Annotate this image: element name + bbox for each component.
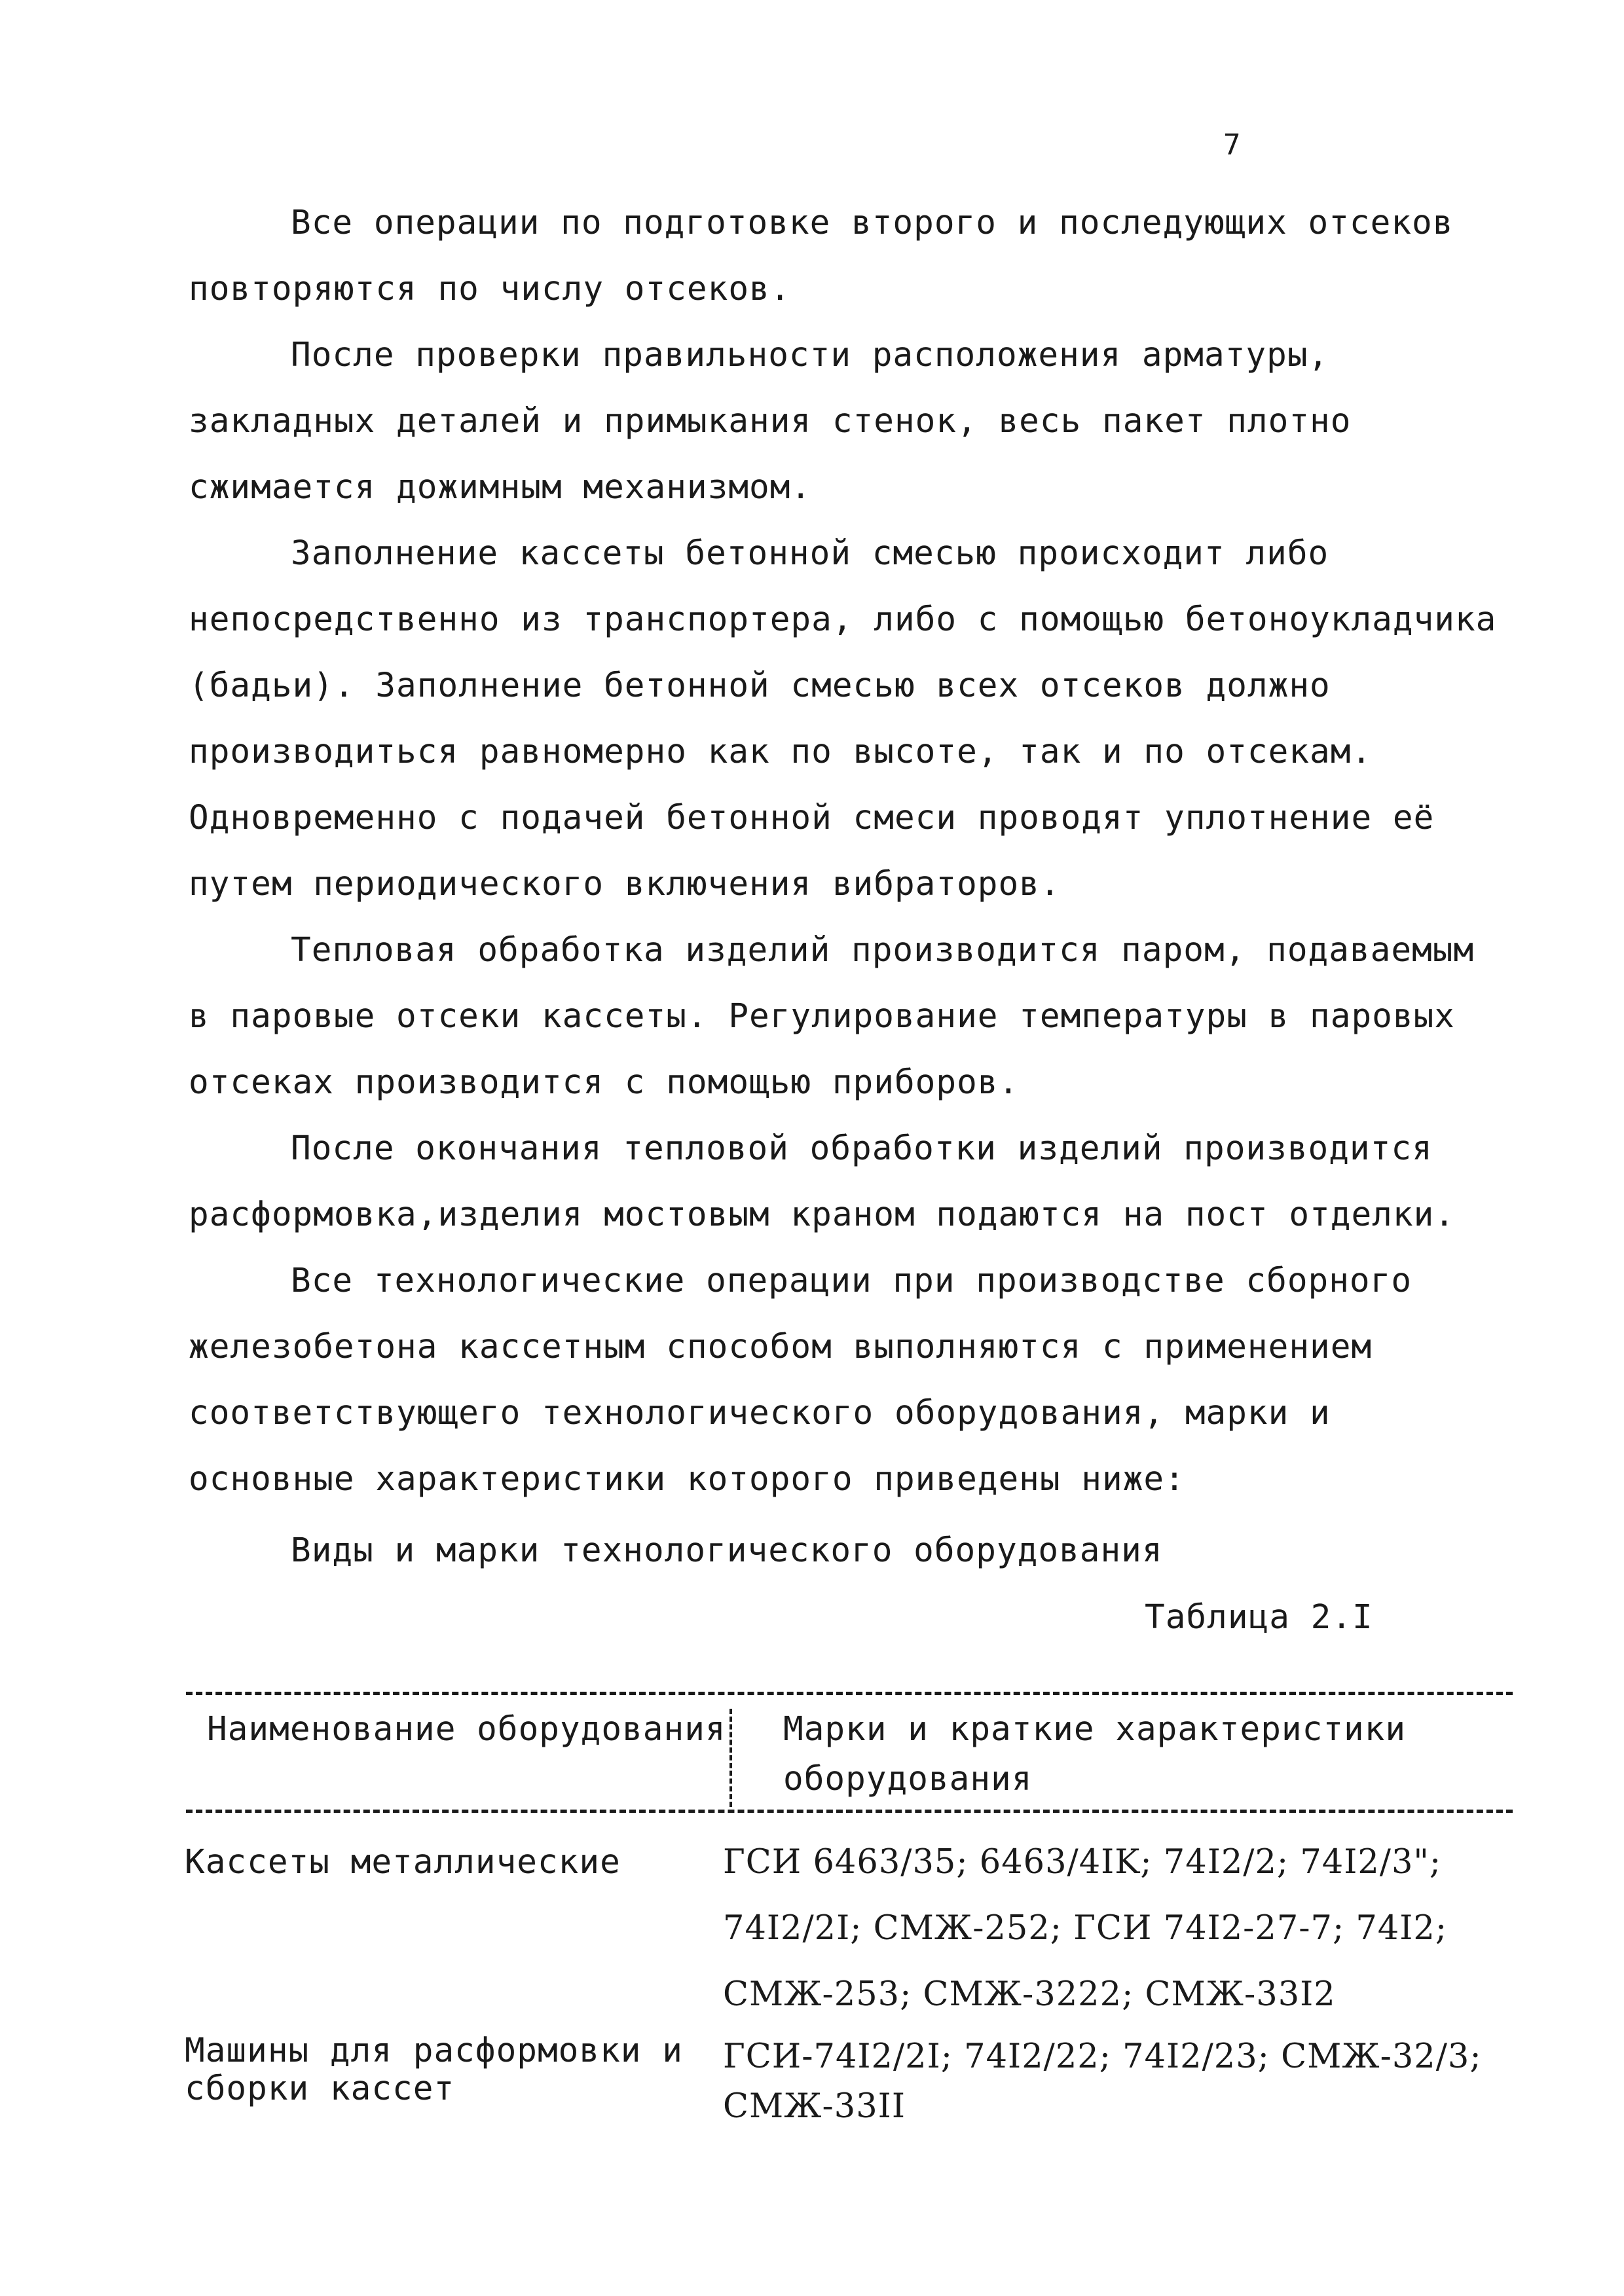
paragraph: После окончания тепловой обработки изделий производится расформовка,изделия мостовым краном подаются на пост отделки. bbox=[189, 1129, 1455, 1234]
table-cell-name: Машины для расформовки и сборки кассет bbox=[185, 2032, 683, 2108]
table-cell-characteristics: ГСИ-74I2/2I; 74I2/22; 74I2/23; СМЖ-32/3; СМЖ-33II bbox=[723, 2037, 1482, 2126]
paragraph: Тепловая обработка изделий производится паром, подаваемым в паровые отсеки кассеты. Регулирование температуры в паровых отсеках производится с помощью приборов. bbox=[189, 931, 1475, 1102]
paragraph: После проверки правильности расположения арматуры, закладных деталей и примыкания стенок, весь пакет плотно сжимается дожимным механизмом. bbox=[189, 336, 1352, 507]
table-column-separator bbox=[729, 1709, 732, 1807]
table-header-characteristics: Марки и краткие характеристики оборудования bbox=[783, 1710, 1407, 1798]
body-text bbox=[189, 190, 1505, 1512]
table-cell-characteristics: ГСИ 6463/35; 6463/4IK; 74I2/2; 74I2/3"; 74I2/2I; СМЖ-252; ГСИ 74I2-27-7; 74I2; СМЖ-253; СМЖ-3222; СМЖ-33I2 bbox=[723, 1843, 1448, 2014]
table-cell-name: Кассеты металлические bbox=[185, 1843, 621, 1882]
table-heading: Виды и марки технологического оборудования bbox=[291, 1531, 1163, 1570]
table-header-name: Наименование оборудования bbox=[207, 1710, 726, 1749]
paragraph: Заполнение кассеты бетонной смесью происходит либо непосредственно из транспортера, либо с помощью бетоноукладчика (бадьи). Заполнение бетонной смесью всех отсеков должно производиться равномерно как по высоте, так и по отсекам. Одновременно с подачей бетонной смеси проводят уплотнение её путем периодического включения вибраторов. bbox=[189, 534, 1497, 903]
table-header-rule bbox=[186, 1810, 1513, 1813]
table-number: Таблица 2.I bbox=[1145, 1598, 1373, 1637]
paragraph: Все операции по подготовке второго и последующих отсеков повторяются по числу отсеков. bbox=[189, 204, 1454, 308]
table-top-rule bbox=[186, 1692, 1513, 1695]
page-number: 7 bbox=[1223, 128, 1241, 162]
paragraph: Все технологические операции при производстве сборного железобетона кассетным способом выполняются с применением соответствующего технологического оборудования, марки и основные характеристики которого приведены ниже: bbox=[189, 1262, 1412, 1499]
